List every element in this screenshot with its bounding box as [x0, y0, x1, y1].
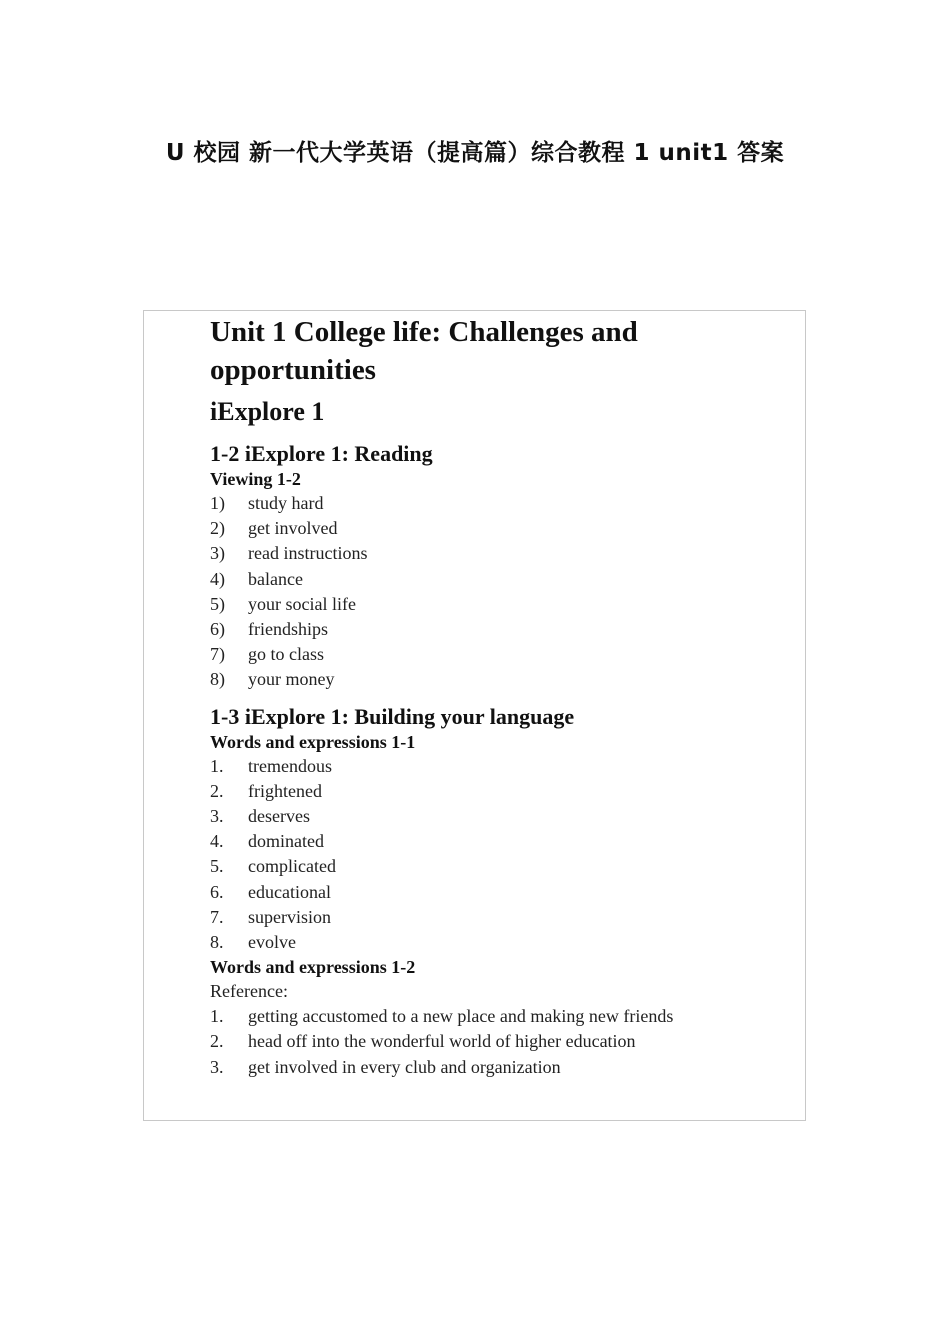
- item-text: friendships: [248, 619, 328, 640]
- item-number: 5.: [210, 856, 224, 877]
- list-item: [210, 754, 795, 779]
- item-text: complicated: [248, 856, 336, 877]
- subheading-words-1-1: Words and expressions 1-1: [210, 731, 416, 752]
- scanned-page: [143, 310, 806, 1121]
- list-item: [210, 541, 795, 566]
- item-text: head off into the wonderful world of higher education: [248, 1031, 636, 1052]
- item-number: 7): [210, 644, 225, 665]
- item-text: your money: [248, 669, 335, 690]
- viewing-answer-list: [210, 491, 795, 693]
- subheading-words-1-2: Words and expressions 1-2: [210, 957, 416, 978]
- section-heading-language: 1-3 iExplore 1: Building your language: [210, 703, 575, 729]
- item-text: evolve: [248, 932, 296, 953]
- item-text: deserves: [248, 806, 310, 827]
- item-text: tremendous: [248, 755, 332, 776]
- item-number: 3): [210, 543, 225, 564]
- item-text: supervision: [248, 906, 331, 927]
- item-number: 1.: [210, 755, 224, 776]
- item-number: 4): [210, 568, 225, 589]
- list-item: [210, 905, 795, 930]
- item-number: 5): [210, 593, 225, 614]
- item-number: 2.: [210, 1031, 224, 1052]
- list-item: [210, 1004, 730, 1029]
- list-item: [210, 592, 795, 617]
- section-heading-reading: 1-2 iExplore 1: Reading: [210, 441, 433, 466]
- item-number: 4.: [210, 831, 224, 852]
- unit-title: Unit 1 College life: Challenges and opportunities: [210, 316, 638, 386]
- item-text: frightened: [248, 780, 322, 801]
- item-number: 7.: [210, 906, 224, 927]
- list-item: [210, 642, 795, 667]
- item-text: educational: [248, 881, 331, 902]
- list-item: [210, 930, 795, 955]
- item-text: get involved: [248, 518, 338, 539]
- item-text: read instructions: [248, 543, 368, 564]
- item-text: study hard: [248, 493, 324, 513]
- item-text: go to class: [248, 644, 324, 665]
- item-number: 8.: [210, 932, 224, 953]
- item-number: 1): [210, 493, 225, 513]
- item-number: 2): [210, 518, 225, 539]
- list-item: [210, 617, 795, 642]
- list-item: [210, 667, 795, 692]
- item-number: 6.: [210, 881, 224, 902]
- item-text: dominated: [248, 831, 324, 852]
- subheading-viewing: Viewing 1-2: [210, 469, 301, 489]
- document-title: U 校园 新一代大学英语（提高篇）综合教程 1 unit1 答案: [165, 140, 785, 166]
- list-item: [210, 779, 795, 804]
- page-content: [210, 311, 795, 1080]
- item-number: 8): [210, 669, 225, 690]
- list-item: [210, 1055, 730, 1080]
- iexplore-heading: iExplore 1: [210, 397, 325, 426]
- reference-label: Reference:: [210, 981, 288, 1002]
- list-item: [210, 516, 795, 541]
- item-number: 6): [210, 619, 225, 640]
- item-number: 2.: [210, 780, 224, 801]
- item-text: your social life: [248, 593, 356, 614]
- item-text: get involved in every club and organization: [248, 1056, 561, 1077]
- item-number: 1.: [210, 1006, 224, 1027]
- list-item: [210, 1029, 730, 1054]
- list-item: [210, 567, 795, 592]
- list-item: [210, 854, 795, 879]
- words-1-2-answer-list: [210, 1004, 730, 1080]
- item-text: getting accustomed to a new place and making new friends: [248, 1006, 674, 1027]
- item-number: 3.: [210, 1056, 224, 1077]
- list-item: [210, 491, 795, 516]
- words-1-1-answer-list: [210, 754, 795, 956]
- item-text: balance: [248, 568, 303, 589]
- list-item: [210, 880, 795, 905]
- list-item: [210, 829, 795, 854]
- list-item: [210, 804, 795, 829]
- item-number: 3.: [210, 806, 224, 827]
